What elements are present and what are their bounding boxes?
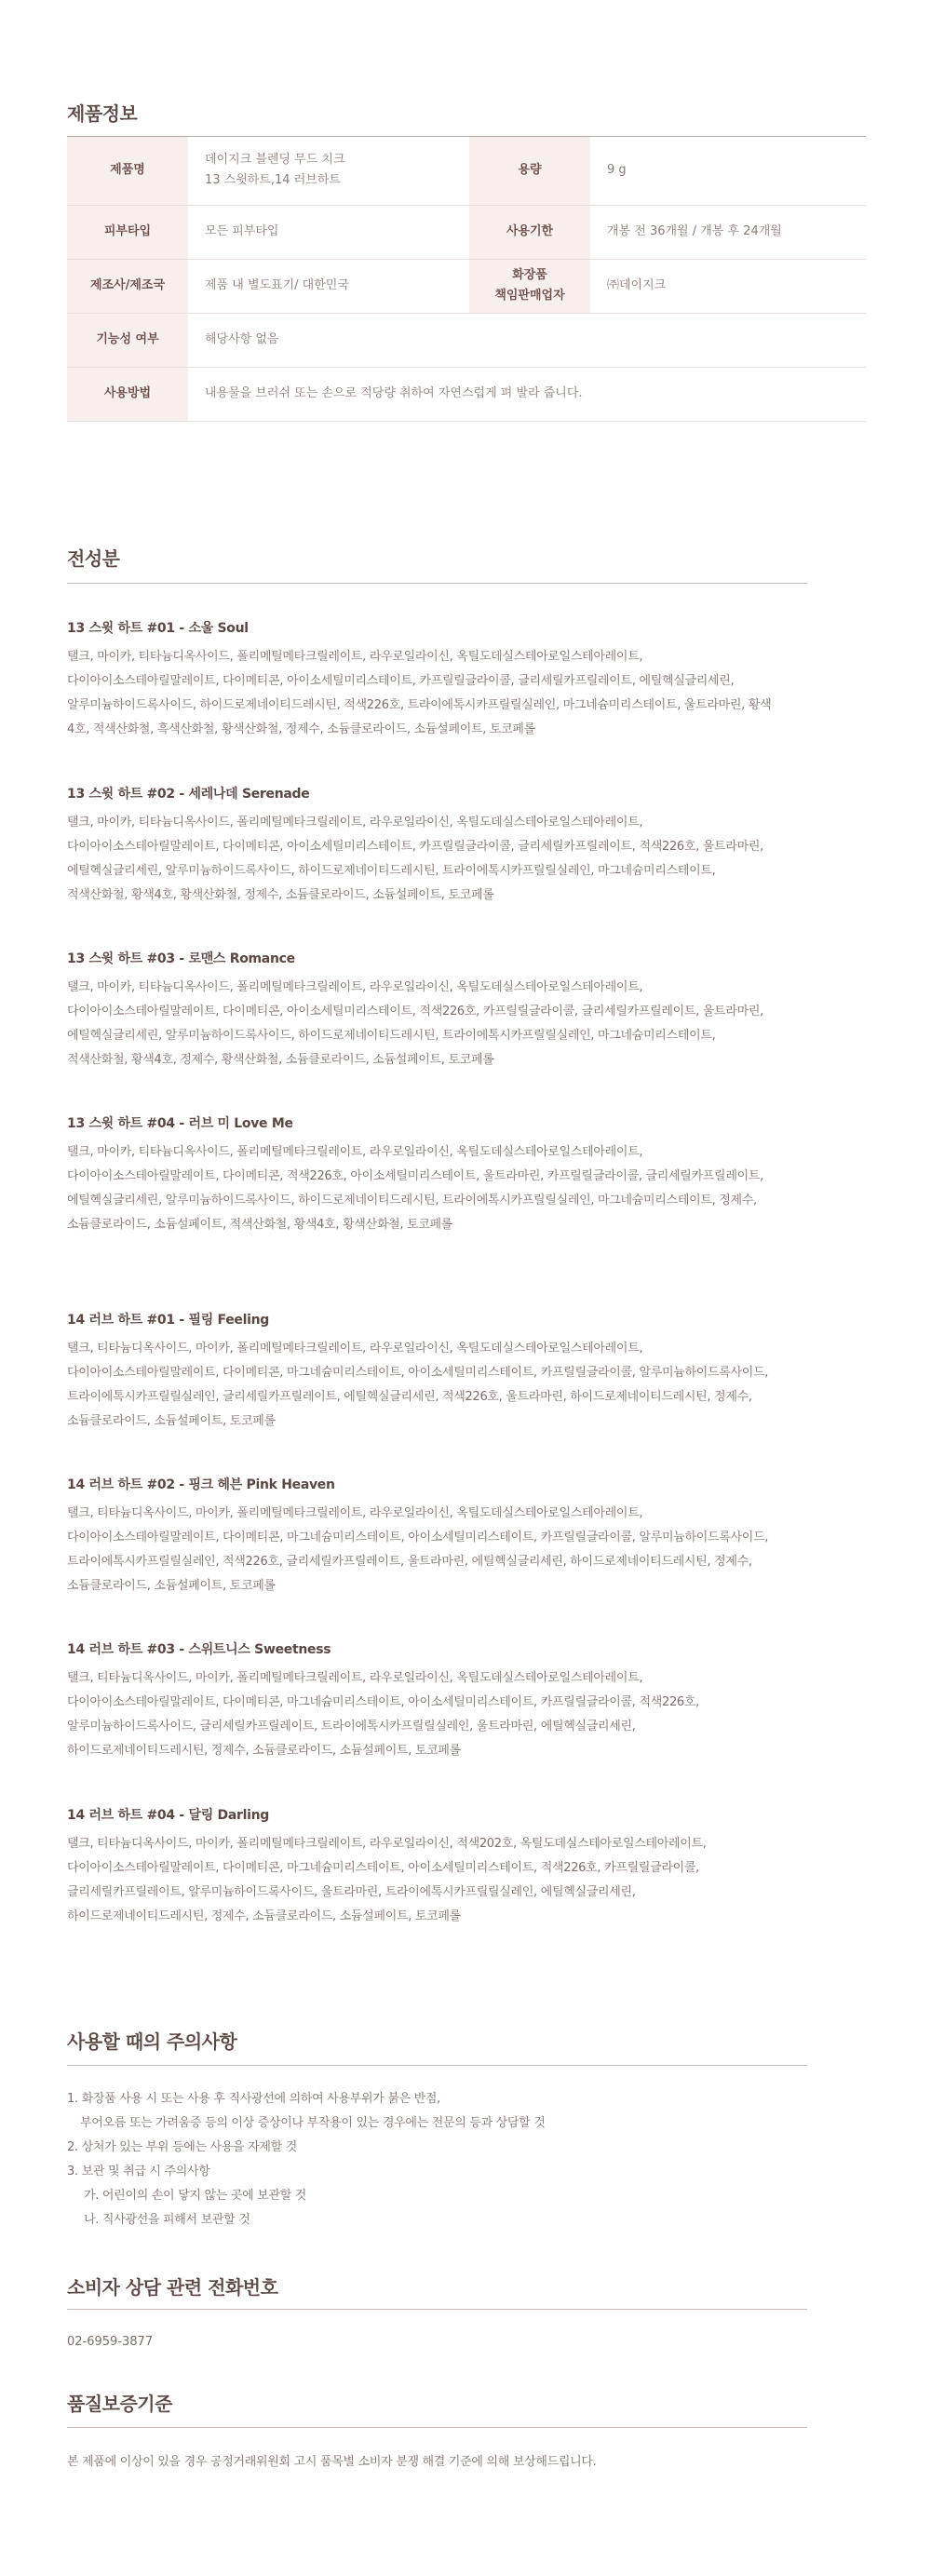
ingredient-shade-name: 13 스윗 하트 #04 - 러브 미 Love Me — [67, 1116, 293, 1131]
info-key-functional: 기능성 여부 — [67, 313, 188, 367]
ingredients-title: 전성분 — [67, 547, 120, 570]
caution-list — [67, 2087, 866, 2232]
ingredients-divider — [67, 583, 807, 584]
info-row-functional — [67, 313, 866, 367]
caution-item-1-cont: 부어오름 또는 가려움증 등의 이상 증상이나 부작용이 있는 경우에는 전문의 등과 상담할 것 — [80, 2116, 546, 2130]
info-value-name — [188, 137, 469, 205]
ingredient-block — [67, 1806, 866, 1929]
consult-title: 소비자 상담 관련 전화번호 — [67, 2276, 278, 2299]
ingredient-shade-name: 13 스윗 하트 #01 - 소울 Soul — [67, 621, 249, 636]
caution-item-3: 3. 보관 및 취급 시 주의사항 — [67, 2165, 210, 2178]
ingredient-shade-name: 13 스윗 하트 #02 - 세레나데 Serenade — [67, 787, 310, 802]
caution-item-1: 1. 화장품 사용 시 또는 사용 후 직사광선에 의하여 사용부위가 붉은 반점, — [67, 2092, 441, 2106]
ingredient-shade-name: 14 러브 하트 #04 - 달링 Darling — [67, 1808, 269, 1823]
info-value-skin-type: 모든 피부타입 — [188, 205, 469, 259]
info-value-seller: ㈜데이지크 — [590, 259, 866, 313]
caution-title: 사용할 때의 주의사항 — [67, 2030, 237, 2053]
info-value-manufacturer: 제품 내 별도표기/ 대한민국 — [188, 259, 469, 313]
info-key-name: 제품명 — [67, 137, 188, 205]
info-value-expiry: 개봉 전 36개월 / 개봉 후 24개월 — [590, 205, 866, 259]
product-name-line1: 데이지크 블렌딩 무드 치크 — [205, 153, 345, 168]
ingredient-list: 탤크, 티타늄디옥사이드, 마이카, 폴리메틸메타크릴레이트, 라우로일라이신, 옥틸도데실스테아로일스테아레이트, 다이아이소스테아릴말레이트, 다이메티콘, 마그네슘미리스테이트, 아이소세틸미리스테이트, 카프릴릴글라이콜, 적색226호, 알루미늄하이드록사이드, 글리세릴카프릴레이트, 트라이에톡시카프릴릴실레인, 울트라마린, 에틸헥실글리세린, 하이드로제네이티드레시틴, 정제수, 소듐클로라이드, 소듐설페이트, 토코페롤 — [67, 1671, 699, 1758]
quality-divider — [67, 2427, 807, 2428]
ingredient-shade-name: 14 러브 하트 #02 - 핑크 헤븐 Pink Heaven — [67, 1477, 335, 1492]
quality-text: 본 제품에 이상이 있을 경우 공정거래위원회 고시 품목별 소비자 분쟁 해결 기준에 의해 보상해드립니다. — [67, 2455, 597, 2469]
quality-title: 품질보증기준 — [67, 2393, 172, 2415]
ingredient-block — [67, 1640, 866, 1763]
info-key-expiry: 사용기한 — [469, 205, 590, 259]
info-key-skin-type: 피부타입 — [67, 205, 188, 259]
info-key-manufacturer: 제조사/제조국 — [67, 259, 188, 313]
info-value-usage: 내용물을 브러쉬 또는 손으로 적당량 취하여 자연스럽게 펴 발라 줍니다. — [188, 367, 866, 421]
ingredient-block — [67, 950, 866, 1072]
ingredient-list: 탤크, 티타늄디옥사이드, 마이카, 폴리메틸메타크릴레이트, 라우로일라이신, 옥틸도데실스테아로일스테아레이트, 다이아이소스테아릴말레이트, 다이메티콘, 마그네슘미리스테이트, 아이소세틸미리스테이트, 카프릴릴글라이콜, 알루미늄하이드록사이드, 트라이에톡시카프릴릴실레인, 글리세릴카프릴레이트, 에틸헥실글리세린, 적색226호, 울트라마린, 하이드로제네이티드레시틴, 정제수, 소듐클로라이드, 소듐설페이트, 토코페롤 — [67, 1342, 769, 1428]
product-info-title: 제품정보 — [67, 102, 138, 125]
ingredient-block — [67, 1311, 866, 1434]
info-row-usage — [67, 367, 866, 421]
caution-divider — [67, 2065, 807, 2066]
product-name-line2: 13 스윗하트,14 러브하트 — [205, 173, 341, 188]
info-row-name — [67, 137, 866, 205]
info-value-functional: 해당사항 없음 — [188, 313, 866, 367]
ingredient-list: 탤크, 티타늄디옥사이드, 마이카, 폴리메틸메타크릴레이트, 라우로일라이신, 적색202호, 옥틸도데실스테아로일스테아레이트, 다이아이소스테아릴말레이트, 다이메티콘, 마그네슘미리스테이트, 아이소세틸미리스테이트, 적색226호, 카프릴릴글라이콜, 글리세릴카프릴레이트, 알루미늄하이드록사이드, 울트라마린, 트라이에톡시카프릴릴실레인, 에틸헥실글리세린, 하이드로제네이티드레시틴, 정제수, 소듐클로라이드, 소듐설페이트, 토코페롤 — [67, 1837, 707, 1923]
consult-phone-number: 02-6959-3877 — [67, 2335, 154, 2349]
ingredient-list: 탤크, 마이카, 티타늄디옥사이드, 폴리메틸메타크릴레이트, 라우로일라이신, 옥틸도데실스테아로일스테아레이트, 다이아이소스테아릴말레이트, 다이메티콘, 적색226호, 아이소세틸미리스테이트, 울트라마린, 카프릴릴글라이콜, 글리세릴카프릴레이트, 에틸헥실글리세린, 알루미늄하이드록사이드, 하이드로제네이티드레시틴, 트라이에톡시카프릴릴실레인, 마그네슘미리스테이트, 정제수, 소듐클로라이드, 소듐설페이트, 적색산화철, 황색4호, 황색산화철, 토코페롤 — [67, 1145, 763, 1232]
info-value-volume: 9 g — [590, 137, 866, 205]
ingredient-block — [67, 619, 866, 742]
ingredient-list: 탤크, 마이카, 티타늄디옥사이드, 폴리메틸메타크릴레이트, 라우로일라이신, 옥틸도데실스테아로일스테아레이트, 다이아이소스테아릴말레이트, 다이메티콘, 아이소세틸미리스테이트, 카프릴릴글라이콜, 글리세릴카프릴레이트, 적색226호, 울트라마린, 에틸헥실글리세린, 알루미늄하이드록사이드, 하이드로제네이티드레시틴, 트라이에톡시카프릴릴실레인, 마그네슘미리스테이트, 적색산화철, 황색4호, 황색산화철, 정제수, 소듐클로라이드, 소듐설페이트, 토코페롤 — [67, 816, 763, 902]
info-key-volume: 용량 — [469, 137, 590, 205]
seller-key-line1: 화장품 — [512, 268, 547, 282]
ingredient-block — [67, 785, 866, 908]
ingredient-list: 탤크, 마이카, 티타늄디옥사이드, 폴리메틸메타크릴레이트, 라우로일라이신, 옥틸도데실스테아로일스테아레이트, 다이아이소스테아릴말레이트, 다이메티콘, 아이소세틸미리스테이트, 적색226호, 카프릴릴글라이콜, 글리세릴카프릴레이트, 울트라마린, 에틸헥실글리세린, 알루미늄하이드록사이드, 하이드로제네이티드레시틴, 트라이에톡시카프릴릴실레인, 마그네슘미리스테이트, 적색산화철, 황색4호, 정제수, 황색산화철, 소듐클로라이드, 소듐설페이트, 토코페롤 — [67, 980, 763, 1067]
caution-item-3b: 나. 직사광선을 피해서 보관할 것 — [84, 2213, 250, 2227]
ingredient-list: 탤크, 티타늄디옥사이드, 마이카, 폴리메틸메타크릴레이트, 라우로일라이신, 옥틸도데실스테아로일스테아레이트, 다이아이소스테아릴말레이트, 다이메티콘, 마그네슘미리스테이트, 아이소세틸미리스테이트, 카프릴릴글라이콜, 알루미늄하이드록사이드, 트라이에톡시카프릴릴실레인, 적색226호, 글리세릴카프릴레이트, 울트라마린, 에틸헥실글리세린, 하이드로제네이티드레시틴, 정제수, 소듐클로라이드, 소듐설페이트, 토코페롤 — [67, 1506, 769, 1593]
info-row-maker — [67, 259, 866, 313]
info-row-skin — [67, 205, 866, 259]
ingredient-shade-name: 14 러브 하트 #03 - 스위트니스 Sweetness — [67, 1642, 331, 1657]
ingredient-block — [67, 1476, 866, 1598]
info-key-seller — [469, 259, 590, 313]
ingredient-block — [67, 1114, 866, 1237]
ingredient-list: 탤크, 마이카, 티타늄디옥사이드, 폴리메틸메타크릴레이트, 라우로일라이신, 옥틸도데실스테아로일스테아레이트, 다이아이소스테아릴말레이트, 다이메티콘, 아이소세틸미리스테이트, 카프릴릴글라이콜, 글리세릴카프릴레이트, 에틸헥실글리세린, 알루미늄하이드록사이드, 하이드로제네이티드레시틴, 적색226호, 트라이에톡시카프릴릴실레인, 마그네슘미리스테이트, 울트라마린, 황색 4호, 적색산화철, 흑색산화철, 황색산화철, 정제수, 소듐클로라이드, 소듐설페이트, 토코페롤 — [67, 650, 772, 736]
caution-item-2: 2. 상처가 있는 부위 등에는 사용을 자제할 것 — [67, 2140, 298, 2154]
consult-divider — [67, 2309, 807, 2310]
ingredient-shade-name: 14 러브 하트 #01 - 필링 Feeling — [67, 1313, 269, 1328]
info-key-usage: 사용방법 — [67, 367, 188, 421]
ingredient-shade-name: 13 스윗 하트 #03 - 로맨스 Romance — [67, 951, 295, 966]
caution-item-3a: 가. 어린이의 손이 닿지 않는 곳에 보관할 것 — [84, 2189, 307, 2203]
product-info-table — [67, 137, 866, 422]
seller-key-line2: 책임판매업자 — [494, 289, 565, 303]
